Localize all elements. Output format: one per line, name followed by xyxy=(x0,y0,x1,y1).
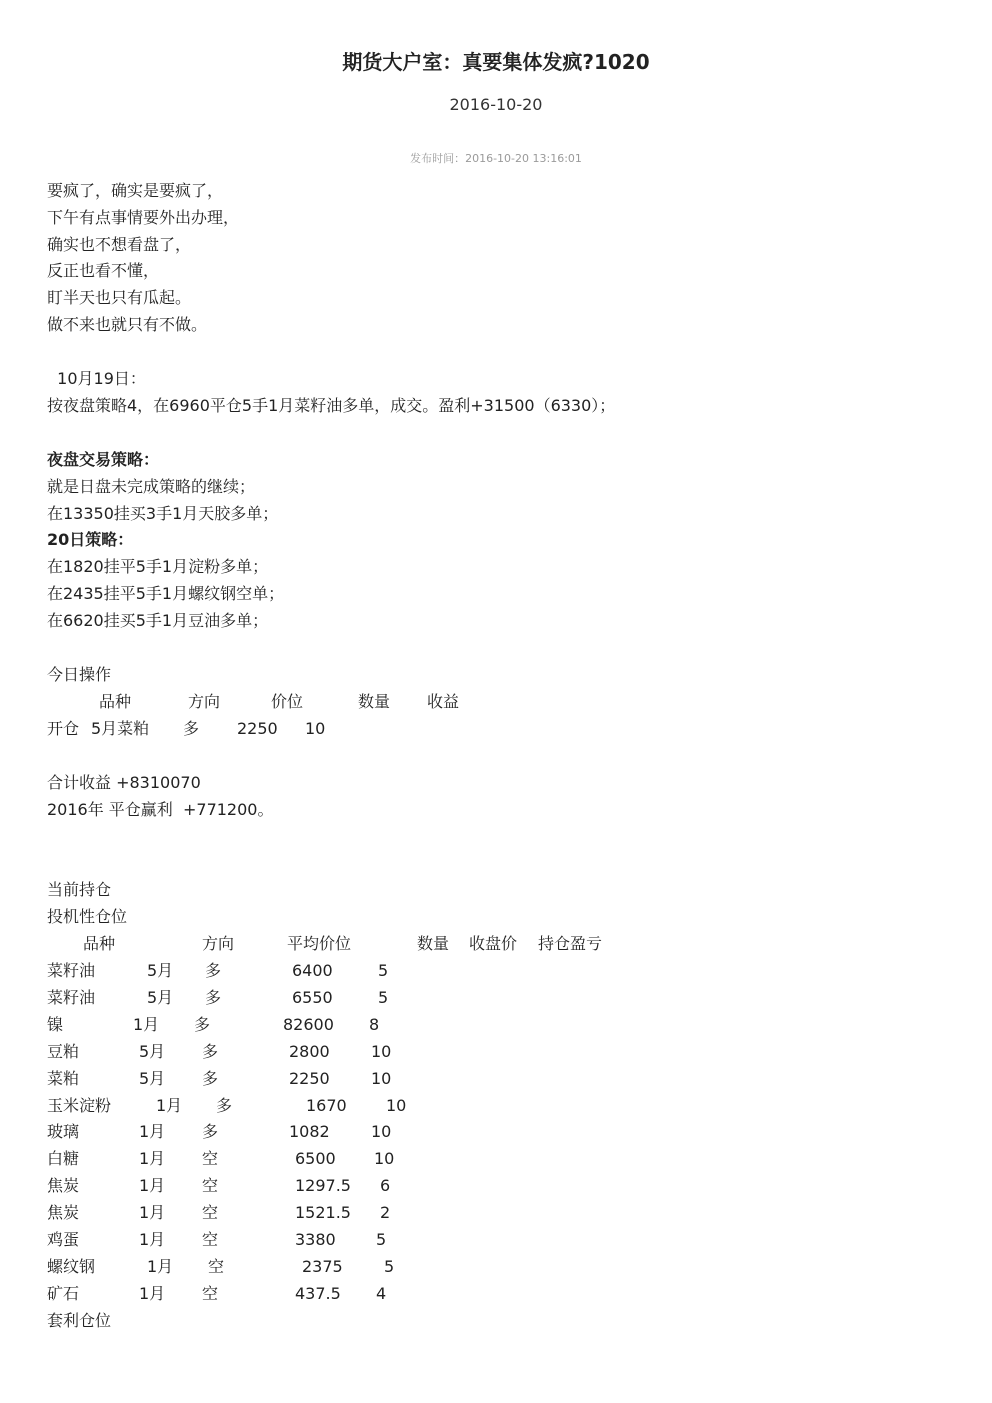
position-name: 玻璃 xyxy=(47,1122,80,1141)
position-month: 1月 xyxy=(139,1230,166,1249)
position-price: 1297.5 xyxy=(295,1176,351,1195)
position-price: 1082 xyxy=(289,1122,330,1141)
position-price: 1521.5 xyxy=(295,1203,351,1222)
position-direction: 多 xyxy=(202,1122,219,1141)
position-name: 豆粕 xyxy=(47,1042,80,1061)
position-price: 2375 xyxy=(302,1257,343,1276)
position-quantity: 10 xyxy=(371,1069,392,1088)
position-price: 6500 xyxy=(295,1149,336,1168)
publish-time: 发布时间：2016-10-20 13:16:01 xyxy=(410,152,582,165)
positions-header: 方向 xyxy=(202,934,235,953)
today-ops-direction: 多 xyxy=(183,719,200,738)
today-ops-variety: 5月菜粕 xyxy=(91,719,150,738)
position-direction: 空 xyxy=(202,1203,219,1222)
position-price: 6400 xyxy=(292,961,333,980)
day20-strategy-item: 在1820挂平5手1月淀粉多单； xyxy=(47,557,269,576)
position-price: 437.5 xyxy=(295,1284,341,1303)
night-strategy-item: 就是日盘未完成策略的继续； xyxy=(47,477,256,496)
today-ops-header: 数量 xyxy=(358,692,391,711)
position-name: 菜籽油 xyxy=(47,961,96,980)
position-quantity: 10 xyxy=(374,1149,395,1168)
position-direction: 空 xyxy=(202,1230,219,1249)
position-month: 5月 xyxy=(139,1069,166,1088)
day20-strategy-item: 在2435挂平5手1月螺纹钢空单； xyxy=(47,584,285,603)
intro-line: 做不来也就只有不做。 xyxy=(47,315,208,334)
position-price: 1670 xyxy=(306,1096,347,1115)
intro-line: 盯半天也只有瓜起。 xyxy=(47,288,192,307)
position-quantity: 6 xyxy=(380,1176,391,1195)
position-name: 菜粕 xyxy=(47,1069,80,1088)
day20-strategy-item: 在6620挂买5手1月豆油多单； xyxy=(47,611,269,630)
position-price: 6550 xyxy=(292,988,333,1007)
position-quantity: 5 xyxy=(378,961,389,980)
today-ops-header: 品种 xyxy=(99,692,132,711)
position-name: 菜籽油 xyxy=(47,988,96,1007)
oct19-heading: 10月19日： xyxy=(47,369,146,388)
position-direction: 多 xyxy=(205,988,222,1007)
positions-header: 品种 xyxy=(83,934,116,953)
today-ops-header: 价位 xyxy=(271,692,304,711)
arbitrage-heading: 套利仓位 xyxy=(47,1311,112,1330)
position-month: 1月 xyxy=(156,1096,183,1115)
position-quantity: 2 xyxy=(380,1203,391,1222)
intro-line: 下午有点事情要外出办理， xyxy=(47,208,240,227)
position-month: 1月 xyxy=(139,1122,166,1141)
position-direction: 多 xyxy=(205,961,222,980)
position-month: 5月 xyxy=(139,1042,166,1061)
position-direction: 多 xyxy=(194,1015,211,1034)
speculative-heading: 投机性仓位 xyxy=(47,907,128,926)
position-quantity: 5 xyxy=(378,988,389,1007)
intro-line: 要疯了，确实是要疯了， xyxy=(47,181,224,200)
article-date: 2016-10-20 xyxy=(449,95,543,114)
position-direction: 多 xyxy=(202,1042,219,1061)
position-month: 5月 xyxy=(147,961,174,980)
position-quantity: 10 xyxy=(386,1096,407,1115)
today-ops-header: 方向 xyxy=(188,692,221,711)
position-name: 矿石 xyxy=(47,1284,80,1303)
position-name: 螺纹钢 xyxy=(47,1257,96,1276)
year-profit: 2016年 平仓赢利 +771200。 xyxy=(47,800,274,819)
position-price: 3380 xyxy=(295,1230,336,1249)
position-quantity: 10 xyxy=(371,1042,392,1061)
position-name: 镍 xyxy=(47,1015,64,1034)
night-strategy-item: 在13350挂买3手1月天胶多单； xyxy=(47,504,279,523)
positions-header: 收盘价 xyxy=(469,934,518,953)
total-profit: 合计收益 +8310070 xyxy=(47,773,201,792)
night-strategy-heading: 夜盘交易策略： xyxy=(47,450,160,469)
position-quantity: 5 xyxy=(384,1257,395,1276)
position-direction: 空 xyxy=(202,1176,219,1195)
position-month: 1月 xyxy=(139,1284,166,1303)
intro-line: 反正也看不懂， xyxy=(47,261,160,280)
intro-line: 确实也不想看盘了， xyxy=(47,235,192,254)
position-name: 鸡蛋 xyxy=(47,1230,80,1249)
today-ops-action: 开仓 xyxy=(47,719,80,738)
today-ops-price: 2250 xyxy=(237,719,278,738)
position-quantity: 4 xyxy=(376,1284,387,1303)
position-direction: 多 xyxy=(216,1096,233,1115)
position-direction: 空 xyxy=(202,1284,219,1303)
today-ops-header: 收益 xyxy=(427,692,460,711)
position-month: 1月 xyxy=(139,1176,166,1195)
position-month: 1月 xyxy=(139,1203,166,1222)
position-price: 2250 xyxy=(289,1069,330,1088)
article-title: 期货大户室：真要集体发疯?1020 xyxy=(342,50,650,74)
position-name: 焦炭 xyxy=(47,1176,80,1195)
positions-header: 持仓盈亏 xyxy=(538,934,603,953)
position-quantity: 8 xyxy=(369,1015,380,1034)
position-direction: 多 xyxy=(202,1069,219,1088)
position-quantity: 5 xyxy=(376,1230,387,1249)
position-month: 1月 xyxy=(147,1257,174,1276)
position-month: 5月 xyxy=(147,988,174,1007)
positions-header: 数量 xyxy=(417,934,450,953)
oct19-detail: 按夜盘策略4，在6960平仓5手1月菜籽油多单，成交。盈利+31500（6330）； xyxy=(47,396,616,415)
positions-heading: 当前持仓 xyxy=(47,880,112,899)
position-name: 玉米淀粉 xyxy=(47,1096,112,1115)
position-quantity: 10 xyxy=(371,1122,392,1141)
position-direction: 空 xyxy=(202,1149,219,1168)
position-name: 白糖 xyxy=(47,1149,80,1168)
position-price: 2800 xyxy=(289,1042,330,1061)
day20-strategy-heading: 20日策略： xyxy=(47,530,134,549)
today-ops-quantity: 10 xyxy=(305,719,326,738)
position-name: 焦炭 xyxy=(47,1203,80,1222)
position-month: 1月 xyxy=(133,1015,160,1034)
positions-header: 平均价位 xyxy=(287,934,352,953)
position-direction: 空 xyxy=(208,1257,225,1276)
today-ops-heading: 今日操作 xyxy=(47,665,112,684)
position-month: 1月 xyxy=(139,1149,166,1168)
position-price: 82600 xyxy=(283,1015,334,1034)
